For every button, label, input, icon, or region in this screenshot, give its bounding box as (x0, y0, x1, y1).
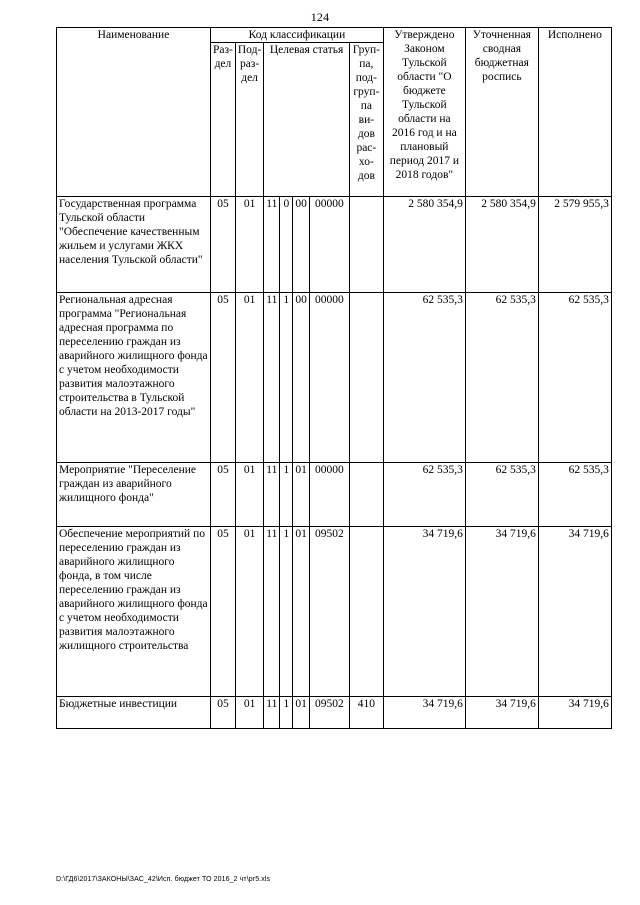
row-name: Региональная адресная программа "Региональная адресная программа по переселению граждан из аварийного жилищного фонда с учетом необходимости развития малоэтажного строительства в Тульской области на 2013-2017 годы" (57, 293, 211, 463)
budget-table (56, 27, 612, 729)
row-target-event: 01 (293, 697, 310, 729)
table-row (57, 197, 612, 293)
row-section: 05 (211, 463, 236, 527)
row-refined: 34 719,6 (465, 697, 538, 729)
row-refined: 2 580 354,9 (465, 197, 538, 293)
row-executed: 34 719,6 (538, 697, 611, 729)
row-expense-group (349, 197, 383, 293)
table-row (57, 463, 612, 527)
row-subsection: 01 (235, 527, 263, 697)
row-approved: 2 580 354,9 (383, 197, 465, 293)
row-name: Бюджетные инвестиции (57, 697, 211, 729)
row-target-direction: 00000 (309, 463, 349, 527)
table-row (57, 697, 612, 729)
row-target-program: 11 (264, 697, 280, 729)
row-refined: 62 535,3 (465, 463, 538, 527)
row-section: 05 (211, 293, 236, 463)
row-executed: 62 535,3 (538, 463, 611, 527)
header-class-code: Код классификации (211, 28, 384, 43)
row-target-direction: 09502 (309, 697, 349, 729)
row-name: Государственная программа Тульской области "Обеспечение качественным жильем и услугами ЖКХ населения Тульской области" (57, 197, 211, 293)
row-section: 05 (211, 697, 236, 729)
header-approved: Утверждено Законом Тульской области "О бюджете Тульской области на 2016 год и на плановый период 2017 и 2018 годов" (383, 28, 465, 197)
row-subsection: 01 (235, 197, 263, 293)
row-subsection: 01 (235, 463, 263, 527)
row-target-subprogram: 1 (280, 293, 293, 463)
row-approved: 62 535,3 (383, 463, 465, 527)
row-target-program: 11 (264, 527, 280, 697)
page-number: 124 (310, 10, 330, 24)
row-approved: 34 719,6 (383, 527, 465, 697)
header-row-1 (57, 28, 612, 43)
row-target-direction: 09502 (309, 527, 349, 697)
header-target-article: Целевая статья (264, 43, 350, 197)
row-section: 05 (211, 527, 236, 697)
row-target-program: 11 (264, 197, 280, 293)
table-row (57, 527, 612, 697)
row-target-direction: 00000 (309, 293, 349, 463)
row-target-subprogram: 1 (280, 527, 293, 697)
row-target-program: 11 (264, 463, 280, 527)
row-subsection: 01 (235, 697, 263, 729)
row-target-direction: 00000 (309, 197, 349, 293)
row-executed: 2 579 955,3 (538, 197, 611, 293)
header-name: Наименование (57, 28, 211, 197)
row-target-subprogram: 1 (280, 463, 293, 527)
row-approved: 34 719,6 (383, 697, 465, 729)
row-subsection: 01 (235, 293, 263, 463)
row-target-event: 00 (293, 293, 310, 463)
table-row (57, 293, 612, 463)
row-expense-group: 410 (349, 697, 383, 729)
row-expense-group (349, 463, 383, 527)
row-executed: 62 535,3 (538, 293, 611, 463)
row-name: Обеспечение мероприятий по переселению граждан из аварийного жилищного фонда, в том числе переселению граждан из аварийного жилищного фонда с учетом необходимости развития малоэтажного жилищного строительства (57, 527, 211, 697)
row-approved: 62 535,3 (383, 293, 465, 463)
row-target-subprogram: 1 (280, 697, 293, 729)
row-executed: 34 719,6 (538, 527, 611, 697)
row-refined: 62 535,3 (465, 293, 538, 463)
row-refined: 34 719,6 (465, 527, 538, 697)
row-expense-group (349, 293, 383, 463)
header-subsection: Под-раз-дел (235, 43, 263, 197)
header-section: Раз-дел (211, 43, 236, 197)
file-path: D:\ГД6\2017\ЗАКОНЫ\ЗАС_42\Исп. бюджет ТО 2016_2 чт\pr5.xls (56, 876, 271, 883)
row-target-event: 00 (293, 197, 310, 293)
header-executed: Исполнено (538, 28, 611, 197)
header-refined: Уточненная сводная бюджетная роспись (465, 28, 538, 197)
row-section: 05 (211, 197, 236, 293)
row-target-subprogram: 0 (280, 197, 293, 293)
row-target-event: 01 (293, 463, 310, 527)
row-target-event: 01 (293, 527, 310, 697)
row-target-program: 11 (264, 293, 280, 463)
row-name: Мероприятие "Переселение граждан из аварийного жилищного фонда" (57, 463, 211, 527)
header-group: Груп-па, под-груп-па ви-дов рас-хо-дов (349, 43, 383, 197)
row-expense-group (349, 527, 383, 697)
